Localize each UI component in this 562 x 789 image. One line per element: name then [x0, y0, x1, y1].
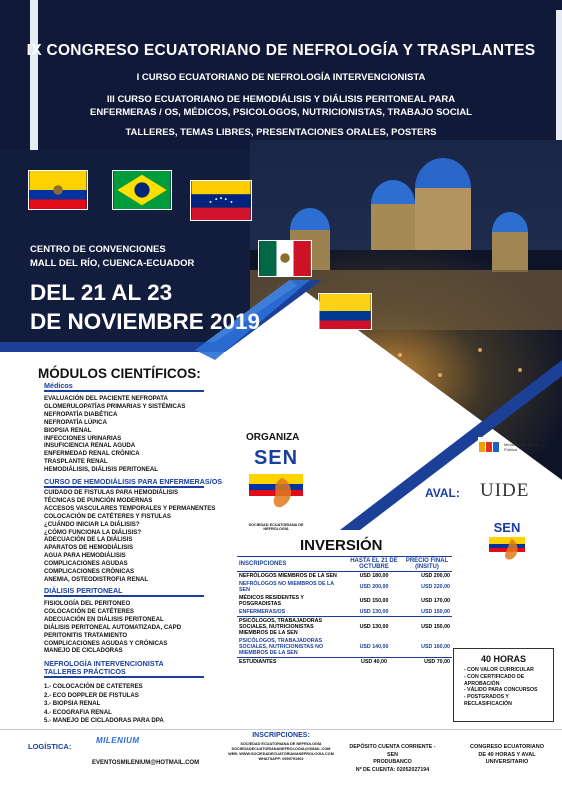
module-item: ENFERMEDAD RENAL CRÓNICA	[44, 450, 140, 458]
module-item: NEFROPATÍA LÚPICA	[44, 418, 107, 426]
section-rule	[44, 390, 204, 392]
kidney-icon	[247, 470, 305, 518]
colombia-flag	[318, 293, 372, 330]
inscripciones-label: INSCRIPCIONES:	[252, 732, 310, 739]
module-item: ACCESOS VASCULARES TEMPORALES Y PERMANENTES	[44, 504, 216, 512]
modules-title: MÓDULOS CIENTÍFICOS:	[38, 366, 201, 381]
module-item: ADECUACIÓN DE LA DIÁLISIS	[44, 536, 133, 544]
pricing-cell-early: USD 140,00	[346, 637, 402, 658]
pricing-cell-label: PSICÓLOGOS, TRABAJADORAS SOCIALES, NUTRICIONISTAS NO MIEMBROS DE LA SEN	[237, 637, 346, 658]
pricing-cell-early: USD 150,00	[359, 598, 389, 604]
section-rule	[44, 676, 204, 678]
course-line-1: I CURSO ECUATORIANO DE NEFROLOGÍA INTERVENCIONISTA	[136, 72, 426, 83]
logistica-label: LOGÍSTICA:	[28, 742, 72, 751]
section-rule	[44, 486, 204, 488]
module-item: CUIDADO DE FISTULAS PARA HEMODIÁLISIS	[44, 489, 179, 496]
pricing-cell-label: ESTUDIANTES	[239, 659, 277, 665]
module-item: HEMODIÁLISIS, DIÁLISIS PERITONEAL	[44, 466, 158, 474]
hours-item: - CON VALOR CURRICULAR	[464, 667, 534, 673]
pricing-cell-early: USD 130,00	[359, 624, 389, 630]
module-item: COLOCACIÓN DE CATÉTERES Y FISTULAS	[44, 512, 171, 520]
deposito-info	[345, 744, 440, 774]
workshop-item: 2.- ECO DOPPLER DE FISTULAS	[44, 691, 139, 699]
workshop-item: 1.- COLOCACIÓN DE CATETERES	[44, 683, 143, 690]
hours-item: - POSTGRADOS Y RECLASIFICACIÓN	[464, 694, 512, 707]
pricing-cell-final: USD 200,00	[421, 573, 450, 579]
ecuador-flag	[28, 170, 88, 210]
module-item: COLOCACIÓN DE CATÉTERES	[44, 607, 134, 615]
col-final: PRECIO FINAL (INSITU)	[402, 557, 452, 572]
module-item: EVALUACIÓN DEL PACIENTE NEFROPATA	[44, 395, 168, 402]
course-line-2b: ENFERMERAS / OS, MÉDICOS, PSICOLOGOS, NUTRICIONISTAS, TRABAJO SOCIAL	[90, 107, 472, 118]
venezuela-flag	[190, 180, 252, 221]
pricing-cell-label: NEFRÓLOGOS NO MIEMBROS DE LA SEN	[239, 581, 334, 593]
pricing-cell-final: USD 150,00	[421, 624, 450, 630]
insc-line-1: SOCIEDAD ECUATORIANA DE NEFROLOGÍA	[240, 742, 322, 746]
pricing-cell-label: MÉDICOS RESIDENTES Y POSGRADISTAS	[239, 595, 304, 607]
pricing-cell-final: USD 160,00	[402, 637, 452, 658]
medicos-list	[44, 395, 185, 474]
pricing-header-row	[237, 557, 452, 572]
pricing-cell-early: USD 40,00	[361, 659, 387, 665]
section-intervencionista-heading: NEFROLOGÍA INTERVENCIONISTA	[44, 659, 164, 668]
pricing-cell-final: USD 220,00	[421, 584, 450, 590]
peritoneal-list	[44, 600, 181, 655]
insc-line-4: WHATSAPP: 0999791902	[258, 757, 304, 761]
module-item: MANEJO DE CICLADORAS	[44, 647, 123, 655]
pricing-row	[237, 580, 452, 594]
pricing-cell-final: USD 70,00	[424, 659, 450, 665]
module-item: APARATOS DE HEMODIÁLISIS	[44, 544, 134, 552]
inscripciones-info	[222, 742, 340, 762]
section-peritoneal-heading: DIÁLISIS PERITONEAL	[44, 586, 123, 595]
module-item: ANEMIA, OSTEODISTROFIA RENAL	[44, 575, 149, 583]
module-item: ¿CÓMO FUNCIONA LA DIÁLISIS?	[44, 528, 142, 536]
congreso-line-3: UNIVERSITARIO	[485, 759, 529, 765]
workshop-item: 3.- BIOPSIA RENAL	[44, 700, 101, 708]
talleres-list	[44, 683, 164, 726]
module-item: COMPLICACIONES CRÓNICAS	[44, 568, 135, 576]
organiza-label: ORGANIZA	[246, 432, 300, 443]
inversion-title: INVERSIÓN	[300, 537, 383, 554]
hours-item: - CON CERTIFICADO DE APROBACIÓN	[464, 673, 525, 687]
pricing-cell-label: ENFERMERAS/OS	[237, 608, 346, 617]
module-item: ¿CUÁNDO INICIAR LA DIÁLISIS?	[44, 520, 140, 528]
msp-icon	[478, 437, 500, 457]
venue	[30, 243, 194, 271]
congress-title: IX CONGRESO ECUATORIANO DE NEFROLOGÍA Y TRASPLANTES	[26, 42, 536, 59]
module-item: FISIOLOGÍA DEL PERITONEO	[44, 600, 131, 607]
module-item: ADECUACIÓN EN DIÁLISIS PERITONEAL	[44, 615, 164, 623]
module-item: TRASPLANTE RENAL	[44, 458, 108, 466]
mexico-flag	[258, 240, 312, 277]
module-item: COMPLICACIONES AGUDAS	[44, 560, 128, 568]
pricing-cell-label: NEFRÓLOGOS MIEMBROS DE LA SEN	[239, 573, 337, 579]
dates-line-2: DE NOVIEMBRE 2019	[30, 309, 261, 334]
module-item: DIÁLISIS PERITONEAL AUTOMATIZADA, CAPD	[44, 623, 182, 631]
pricing-cell-final: USD 150,00	[402, 608, 452, 617]
col-inscripciones: INSCRIPCIONES	[237, 557, 346, 572]
section-enfermeras-heading: CURSO DE HEMODIÁLISIS PARA ENFERMERAS/OS	[44, 477, 223, 486]
brazil-flag	[112, 170, 172, 210]
module-item: TÉCNICAS DE PUNCIÓN MODERNAS	[44, 496, 153, 504]
footer	[0, 729, 562, 789]
activities-line: TALLERES, TEMAS LIBRES, PRESENTACIONES ORALES, POSTERS	[125, 127, 437, 138]
section-rule	[44, 595, 204, 597]
sen-small-text: SEN	[493, 520, 521, 535]
workshop-item: 5.- MANEJO DE CICLADORAS PARA DPA	[44, 717, 164, 725]
pricing-cell-final: USD 170,00	[421, 598, 450, 604]
logistica-email: EVENTOSMILENIUM@HOTMAIL.COM	[92, 760, 200, 766]
module-item: INSUFICIENCIA RENAL AGUDA	[44, 442, 136, 450]
course-line-2	[0, 93, 562, 119]
sen-logo-caption: SOCIEDAD ECUATORIANA DE NEFROLOGÍA	[248, 523, 304, 531]
congreso-info	[458, 744, 556, 767]
milenium-logo: MILENIUM	[96, 736, 140, 745]
pricing-row	[237, 658, 452, 667]
pricing-row	[237, 637, 452, 658]
insc-line-3: WEB: WWW.SOCIEDADECUATORIANANEFROLOGIA.COM	[228, 752, 334, 756]
module-item: GLOMERULOPATÍAS PRIMARIAS Y SISTÉMICAS	[44, 402, 186, 410]
hours-box	[453, 648, 554, 722]
venue-line-2: MALL DEL RÍO, CUENCA-ECUADOR	[30, 258, 195, 269]
sen-logo	[247, 447, 305, 533]
aval-label: AVAL:	[425, 486, 460, 500]
module-item: AGUA PARA HEMODIÁLISIS	[44, 552, 126, 560]
congreso-line-2: DE 40 HORAS Y AVAL	[478, 751, 536, 758]
congreso-line-1: CONGRESO ECUATORIANO	[469, 744, 545, 750]
hours-list	[454, 667, 553, 708]
deposito-line-1: DEPÓSITO CUENTA CORRIENTE - SEN	[349, 744, 436, 758]
sen-logo-small	[487, 520, 527, 570]
module-item: INFECCIONES URINARIAS	[44, 434, 122, 442]
module-item: NEFROPATÍA DIABÉTICA	[44, 410, 118, 418]
msp-caption: Ministerio de Salud Pública	[504, 442, 539, 452]
deposito-line-2: PRODUBANCO	[373, 759, 412, 765]
hours-title: 40 HORAS	[480, 654, 526, 664]
module-item: BIOPSIA RENAL	[44, 426, 92, 434]
msp-logo	[478, 437, 548, 461]
section-talleres-heading: TALLERES PRÁCTICOS	[44, 667, 126, 676]
venue-line-1: CENTRO DE CONVENCIONES	[30, 244, 166, 255]
pricing-cell-early: USD 180,00	[359, 573, 389, 579]
deposito-line-3: Nº DE CUENTA: 02052027194	[355, 766, 430, 773]
course-line-2a: III CURSO ECUATORIANO DE HEMODIÁLISIS Y DIÁLISIS PERITONEAL PARA	[106, 94, 456, 105]
hours-item: - VÁLIDO PARA CONCURSOS	[464, 687, 538, 694]
workshop-item: 4.- ECOGRAFIA RENAL	[44, 708, 112, 716]
pricing-cell-label: PSICÓLOGOS, TRABAJADORAS SOCIALES, NUTRICIONISTAS MIEMBROS DE LA SEN	[239, 618, 322, 636]
section-medicos-heading: Médicos	[44, 381, 73, 390]
col-early: HASTA EL 21 DE OCTUBRE	[346, 557, 402, 572]
kidney-icon-small	[487, 535, 527, 565]
insc-line-2: SOCIEDADECUATORIANANEFROLOGIA@GMAIL.COM	[231, 747, 331, 751]
pricing-row	[237, 572, 452, 581]
pricing-cell-early: USD 200,00	[359, 584, 389, 590]
enfermeras-list	[44, 489, 215, 584]
module-item: COMPLICACIONES AGUDAS Y CRÓNICAS	[44, 639, 168, 647]
pricing-row	[237, 608, 452, 617]
pricing-cell-early: USD 130,00	[346, 608, 402, 617]
sen-logo-text: SEN	[253, 447, 299, 469]
dates-line-1: DEL 21 AL 23	[30, 280, 173, 305]
pricing-row	[237, 617, 452, 638]
module-item: PERITONITIS TRATAMIENTO	[44, 631, 128, 639]
event-dates	[30, 278, 260, 336]
pricing-row	[237, 594, 452, 608]
pricing-table	[237, 556, 452, 666]
uide-logo: UIDE	[480, 480, 530, 501]
